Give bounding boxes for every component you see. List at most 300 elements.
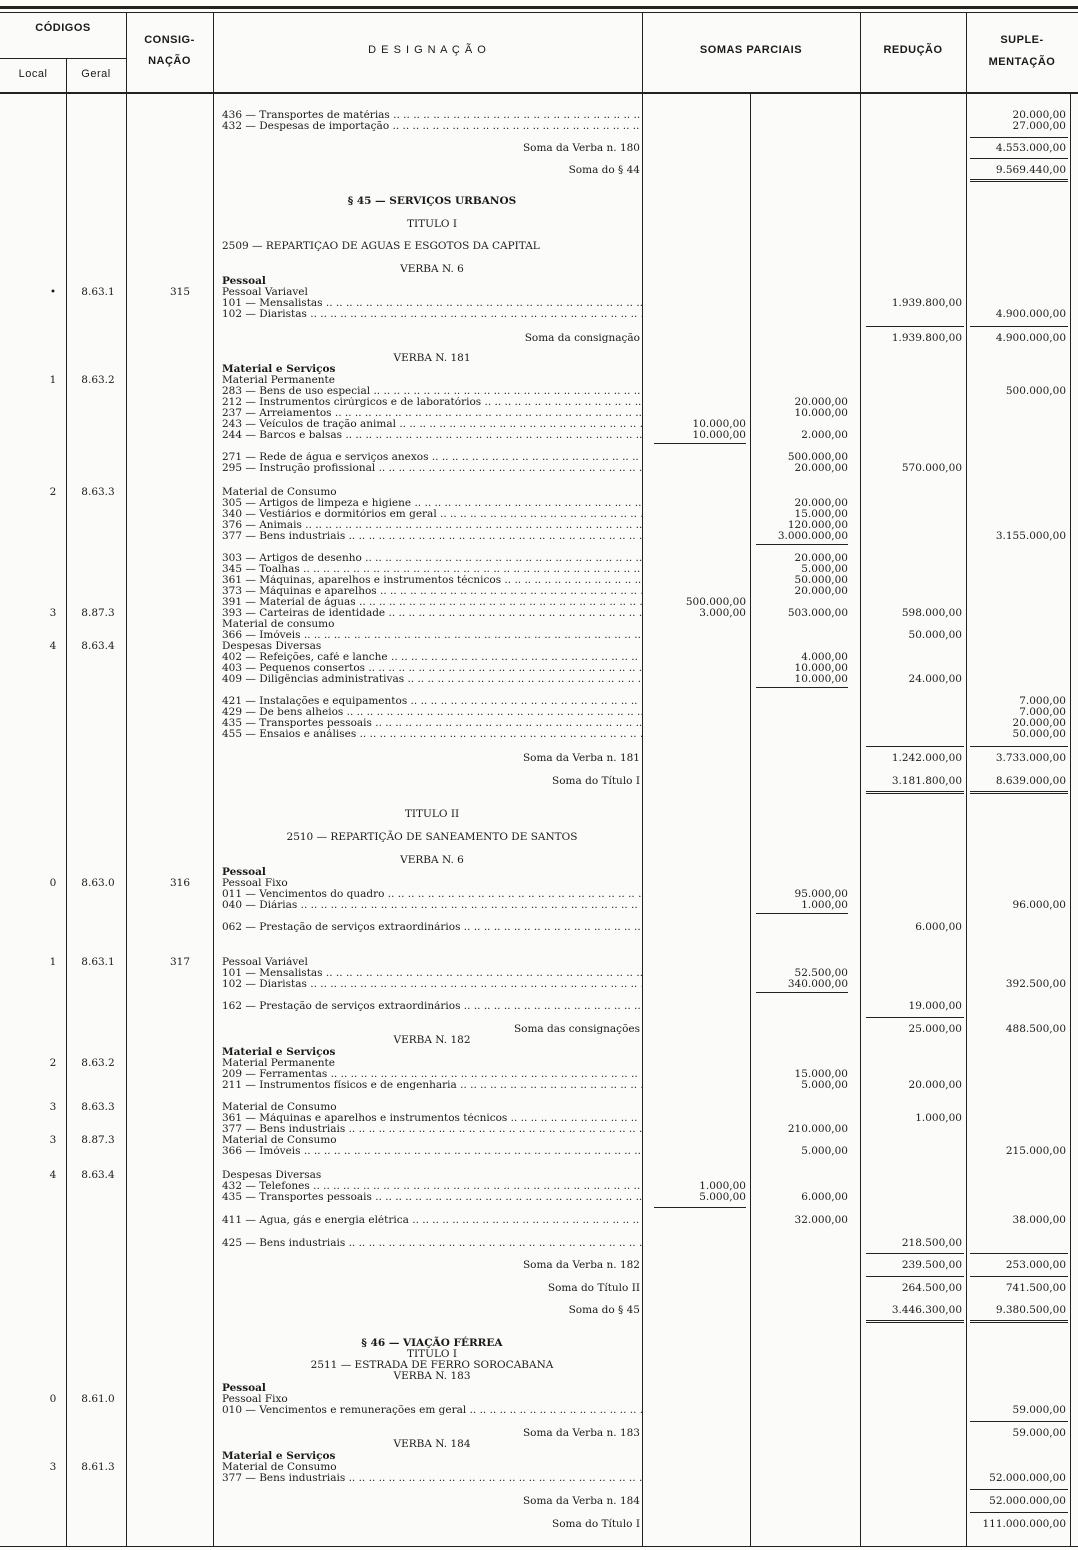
- reducao-value: 50.000,00: [908, 629, 962, 641]
- code-local: 1: [49, 956, 57, 968]
- row-designation: 102 — Diaristas .. ..: [222, 309, 642, 320]
- table-row: [0, 1428, 1078, 1439]
- partial-sum-b: 120.000,00: [787, 519, 848, 531]
- row-designation: 436 — Transportes de matérias .. ..: [222, 110, 642, 121]
- sum-double-underline: [866, 791, 964, 794]
- row-designation: Pessoal Fixo: [222, 1394, 288, 1405]
- sum-underline: [866, 1253, 964, 1254]
- table-row: [0, 776, 1078, 787]
- partial-underline: [756, 687, 848, 688]
- partial-sum-b: 5.000,00: [801, 1079, 848, 1091]
- table-row: [0, 1124, 1078, 1135]
- suplementacao-value: 111.000.000,00: [982, 1518, 1066, 1530]
- row-designation: Despesas Diversas: [222, 641, 322, 652]
- header-designacao: D E S I G N A Ç Ã O: [368, 44, 487, 56]
- partial-sum-b: 340.000,00: [787, 978, 848, 990]
- table-row: [0, 219, 1078, 230]
- header-suplementacao-1: SUPLE-: [1000, 34, 1044, 46]
- row-designation: TITULO I: [406, 1348, 458, 1360]
- row-designation: 209 — Ferramentas .. ..: [222, 1069, 642, 1080]
- table-row: [0, 1024, 1078, 1035]
- codigos-divider: [0, 58, 126, 59]
- suplementacao-value: 9.569.440,00: [995, 164, 1066, 176]
- table-row: [0, 333, 1078, 344]
- table-row: [0, 1383, 1078, 1394]
- row-designation: VERBA N. 183: [393, 1370, 471, 1382]
- row-designation: 162 — Prestação de serviços extraordinários .. ..: [222, 1001, 642, 1012]
- code-geral: 8.63.1: [81, 286, 115, 298]
- code-geral: 8.87.3: [81, 1134, 115, 1146]
- row-designation: VERBA N. 6: [400, 854, 464, 866]
- table-row: [0, 1146, 1078, 1157]
- table-row: [0, 900, 1078, 911]
- sum-double-underline: [970, 1320, 1068, 1323]
- partial-sum-a: 5.000,00: [699, 1191, 746, 1203]
- partial-sum-a: 10.000,00: [692, 418, 746, 430]
- partial-sum-b: 1.000,00: [801, 899, 848, 911]
- row-designation: 237 — Arreiamentos .. ..: [222, 408, 642, 419]
- suplementacao-value: 4.900.000,00: [995, 332, 1066, 344]
- partial-sum-b: 20.000,00: [794, 585, 848, 597]
- code-geral: 8.63.2: [81, 1057, 115, 1069]
- sum-underline: [970, 1489, 1068, 1490]
- table-row: [0, 809, 1078, 820]
- code-local: 3: [49, 1461, 57, 1473]
- row-designation: 435 — Transportes pessoais .. ..: [222, 1192, 642, 1203]
- table-row: [0, 630, 1078, 641]
- code-geral: 8.87.3: [81, 607, 115, 619]
- row-designation: 435 — Transportes pessoais .. ..: [222, 718, 642, 729]
- table-row: [0, 463, 1078, 474]
- table-row: [0, 386, 1078, 397]
- table-row: [0, 1170, 1078, 1181]
- reducao-value: 218.500,00: [901, 1237, 962, 1249]
- consignacao-code: 317: [169, 956, 191, 968]
- row-designation: 425 — Bens industriais .. ..: [222, 1238, 642, 1249]
- row-designation: 403 — Pequenos consertos .. ..: [222, 663, 642, 674]
- partial-sum-b: 500.000,00: [787, 451, 848, 463]
- table-row: [0, 1451, 1078, 1462]
- partial-underline: [654, 1207, 746, 1208]
- table-row: [0, 1001, 1078, 1012]
- header-bottom-border: [0, 92, 1078, 94]
- suplementacao-value: 488.500,00: [1005, 1023, 1066, 1035]
- header-consignacao-1: CONSIG-: [144, 34, 195, 46]
- row-designation: 040 — Diárias .. ..: [222, 900, 642, 911]
- reducao-value: 3.181.800,00: [891, 775, 962, 787]
- table-row: [0, 968, 1078, 979]
- table-row: [0, 1047, 1078, 1058]
- code-local: 2: [49, 1057, 57, 1069]
- row-designation: 377 — Bens industriais .. ..: [222, 1124, 642, 1135]
- row-designation: 244 — Barcos e balsas .. ..: [222, 430, 642, 441]
- row-designation: Soma da Verba n. 180: [522, 142, 640, 154]
- table-row: [0, 1371, 1078, 1382]
- reducao-value: 1.939.800,00: [891, 332, 962, 344]
- table-row: [0, 1360, 1078, 1371]
- reducao-value: 3.446.300,00: [891, 1304, 962, 1316]
- table-row: [0, 575, 1078, 586]
- table-row: [0, 1405, 1078, 1416]
- row-designation: Material e Serviços: [222, 1451, 336, 1462]
- sum-underline: [970, 158, 1068, 159]
- row-designation: 391 — Material de águas .. ..: [222, 597, 642, 608]
- suplementacao-value: 20.000,00: [1012, 109, 1066, 121]
- row-designation: VERBA N. 182: [393, 1034, 471, 1046]
- row-designation: Pessoal Variável: [222, 957, 308, 968]
- table-row: [0, 855, 1078, 866]
- row-designation: Pessoal: [222, 867, 266, 878]
- suplementacao-value: 7.000,00: [1019, 695, 1066, 707]
- table-row: [0, 487, 1078, 498]
- partial-sum-b: 2.000,00: [801, 429, 848, 441]
- reducao-value: 264.500,00: [901, 1282, 962, 1294]
- row-designation: 283 — Bens de uso especial .. ..: [222, 386, 642, 397]
- sum-underline: [970, 1421, 1068, 1422]
- header-local: Local: [18, 68, 48, 80]
- row-designation: Soma do § 44: [568, 164, 640, 176]
- reducao-value: 25.000,00: [908, 1023, 962, 1035]
- table-row: [0, 121, 1078, 132]
- reducao-value: 239.500,00: [901, 1259, 962, 1271]
- table-row: [0, 165, 1078, 176]
- reducao-value: 598.000,00: [901, 607, 962, 619]
- row-designation: 062 — Prestação de serviços extraordinários .. ..: [222, 922, 642, 933]
- consignacao-code: 316: [169, 877, 191, 889]
- table-row: [0, 652, 1078, 663]
- partial-sum-b: 6.000,00: [801, 1191, 848, 1203]
- table-row: [0, 1394, 1078, 1405]
- row-designation: 101 — Mensalistas .. ..: [222, 298, 642, 309]
- table-row: [0, 1238, 1078, 1249]
- code-geral: 8.61.3: [81, 1461, 115, 1473]
- row-designation: Soma do Título I: [552, 775, 640, 787]
- table-row: [0, 641, 1078, 652]
- table-row: [0, 586, 1078, 597]
- row-designation: Material e Serviços: [222, 364, 336, 375]
- partial-sum-a: 10.000,00: [692, 429, 746, 441]
- row-designation: 305 — Artigos de limpeza e higiene .. ..: [222, 498, 642, 509]
- code-local: 3: [49, 607, 57, 619]
- partial-sum-a: 500.000,00: [685, 596, 746, 608]
- row-designation: 376 — Animais .. ..: [222, 520, 642, 531]
- partial-sum-b: 210.000,00: [787, 1123, 848, 1135]
- row-designation: 243 — Veículos de tração animal .. ..: [222, 419, 642, 430]
- sum-underline: [970, 1512, 1068, 1513]
- partial-underline: [654, 443, 746, 444]
- row-designation: VERBA N. 6: [400, 263, 464, 275]
- table-row: [0, 375, 1078, 386]
- consignacao-code: 315: [169, 286, 191, 298]
- row-designation: VERBA N. 181: [393, 352, 471, 364]
- row-designation: 361 — Máquinas e aparelhos e instrumentos técnicos .. ..: [222, 1113, 642, 1124]
- suplementacao-value: 8.639.000,00: [995, 775, 1066, 787]
- partial-sum-b: 20.000,00: [794, 396, 848, 408]
- row-designation: 429 — De bens alheios .. ..: [222, 707, 642, 718]
- table-row: [0, 753, 1078, 764]
- row-designation: 366 — Imóveis .. ..: [222, 1146, 642, 1157]
- row-designation: Material de Consumo: [222, 1135, 337, 1146]
- table-row: [0, 608, 1078, 619]
- row-designation: Material de consumo: [222, 619, 335, 630]
- sum-underline: [970, 1253, 1068, 1254]
- code-geral: 8.61.0: [81, 1393, 115, 1405]
- table-row: [0, 1260, 1078, 1271]
- suplementacao-value: 7.000,00: [1019, 706, 1066, 718]
- header-reducao: REDUÇÃO: [883, 44, 943, 56]
- suplementacao-value: 59.000,00: [1012, 1404, 1066, 1416]
- header-consignacao-2: NAÇÃO: [148, 55, 191, 67]
- suplementacao-value: 20.000,00: [1012, 717, 1066, 729]
- row-designation: Soma da Verba n. 182: [522, 1259, 640, 1271]
- suplementacao-value: 52.000.000,00: [989, 1472, 1066, 1484]
- row-designation: 432 — Despesas de importação .. ..: [222, 121, 642, 132]
- partial-sum-b: 10.000,00: [794, 662, 848, 674]
- sum-double-underline: [970, 791, 1068, 794]
- row-designation: 366 — Imóveis .. ..: [222, 630, 642, 641]
- table-row: [0, 1473, 1078, 1484]
- table-row: [0, 276, 1078, 287]
- table-row: [0, 1519, 1078, 1530]
- code-geral: 8.63.4: [81, 1169, 115, 1181]
- row-designation: 373 — Máquinas e aparelhos .. ..: [222, 586, 642, 597]
- row-designation: Soma do Título I: [552, 1518, 640, 1530]
- table-row: [0, 878, 1078, 889]
- table-row: [0, 309, 1078, 320]
- partial-sum-b: 15.000,00: [794, 1068, 848, 1080]
- row-designation: Pessoal: [222, 1383, 266, 1394]
- header-codigos: CÓDIGOS: [35, 22, 91, 34]
- table-row: [0, 509, 1078, 520]
- row-designation: 402 — Refeições, café e lanche .. ..: [222, 652, 642, 663]
- suplementacao-value: 4.553.000,00: [995, 142, 1066, 154]
- table-row: [0, 110, 1078, 121]
- partial-sum-b: 10.000,00: [794, 673, 848, 685]
- row-designation: 345 — Toalhas .. ..: [222, 564, 642, 575]
- table-row: [0, 1439, 1078, 1450]
- partial-sum-b: 20.000,00: [794, 552, 848, 564]
- table-row: [0, 1496, 1078, 1507]
- header-suplementacao-2: MENTAÇÃO: [988, 56, 1056, 68]
- table-row: [0, 531, 1078, 542]
- table-row: [0, 957, 1078, 968]
- reducao-value: 24.000,00: [908, 673, 962, 685]
- row-designation: 303 — Artigos de desenho .. ..: [222, 553, 642, 564]
- partial-sum-b: 20.000,00: [794, 497, 848, 509]
- header-geral: Geral: [81, 68, 111, 80]
- suplementacao-value: 59.000,00: [1012, 1427, 1066, 1439]
- row-designation: 271 — Rede de água e serviços anexos .. ..: [222, 452, 642, 463]
- row-designation: Soma do § 45: [568, 1304, 640, 1316]
- table-row: [0, 520, 1078, 531]
- code-local: 0: [49, 1393, 57, 1405]
- table-row: [0, 707, 1078, 718]
- table-row: [0, 979, 1078, 990]
- row-designation: 101 — Mensalistas .. ..: [222, 968, 642, 979]
- sum-underline: [970, 326, 1068, 327]
- table-row: [0, 353, 1078, 364]
- row-designation: 377 — Bens industriais .. ..: [222, 531, 642, 542]
- partial-sum-b: 32.000,00: [794, 1214, 848, 1226]
- sum-double-underline: [970, 179, 1068, 182]
- sum-underline: [866, 326, 964, 327]
- row-designation: VERBA N. 184: [393, 1438, 471, 1450]
- table-row: [0, 832, 1078, 843]
- row-designation: 102 — Diaristas .. ..: [222, 979, 642, 990]
- partial-sum-a: 1.000,00: [699, 1180, 746, 1192]
- sum-underline: [970, 1276, 1068, 1277]
- partial-underline: [756, 544, 848, 545]
- row-designation: Pessoal Fixo: [222, 878, 288, 889]
- row-designation: Material Permanente: [222, 375, 335, 386]
- table-row: [0, 1283, 1078, 1294]
- reducao-value: 1.000,00: [915, 1112, 962, 1124]
- row-designation: 432 — Telefones .. ..: [222, 1181, 642, 1192]
- reducao-value: 6.000,00: [915, 921, 962, 933]
- table-row: [0, 264, 1078, 275]
- sum-underline: [866, 1017, 964, 1018]
- row-designation: Soma da Verba n. 183: [522, 1427, 640, 1439]
- row-designation: 295 — Instrução profissional .. ..: [222, 463, 642, 474]
- row-designation: Soma da consignação: [524, 332, 640, 344]
- table-row: [0, 718, 1078, 729]
- partial-sum-b: 52.500,00: [794, 967, 848, 979]
- row-designation: 409 — Diligências administrativas .. ..: [222, 674, 642, 685]
- partial-sum-b: 95.000,00: [794, 888, 848, 900]
- row-designation: Soma da Verba n. 184: [522, 1495, 640, 1507]
- sum-underline: [970, 746, 1068, 747]
- suplementacao-value: 4.900.000,00: [995, 308, 1066, 320]
- row-designation: 011 — Vencimentos do quadro .. ..: [222, 889, 642, 900]
- table-row: [0, 674, 1078, 685]
- table-row: [0, 196, 1078, 207]
- top-border-inner: [0, 12, 1078, 13]
- row-designation: Soma do Título II: [547, 1282, 640, 1294]
- row-designation: 212 — Instrumentos cirúrgicos e de laboratórios .. ..: [222, 397, 642, 408]
- row-designation: 010 — Vencimentos e remunerações em geral .. ..: [222, 1405, 642, 1416]
- partial-sum-b: 20.000,00: [794, 462, 848, 474]
- row-designation: Soma da Verba n. 181: [522, 752, 640, 764]
- table-row: [0, 364, 1078, 375]
- partial-underline: [756, 992, 848, 993]
- top-border: [0, 6, 1078, 9]
- row-designation: Despesas Diversas: [222, 1170, 322, 1181]
- suplementacao-value: 741.500,00: [1005, 1282, 1066, 1294]
- table-row: [0, 1181, 1078, 1192]
- partial-sum-b: 15.000,00: [794, 508, 848, 520]
- code-local: •: [49, 286, 57, 298]
- row-designation: 2509 — REPARTIÇÃO DE ÁGUAS E ESGOTOS DA CAPITAL: [222, 241, 540, 252]
- suplementacao-value: 3.733.000,00: [995, 752, 1066, 764]
- table-row: [0, 1035, 1078, 1046]
- suplementacao-value: 96.000,00: [1012, 899, 1066, 911]
- table-row: [0, 1192, 1078, 1203]
- table-row: [0, 397, 1078, 408]
- sum-underline: [866, 1276, 964, 1277]
- code-local: 1: [49, 374, 57, 386]
- row-designation: 455 — Ensaios e análises .. ..: [222, 729, 642, 740]
- reducao-value: 570.000,00: [901, 462, 962, 474]
- partial-sum-b: 3.000.000,00: [777, 530, 848, 542]
- row-designation: 2511 — ESTRADA DE FERRO SOROCABANA: [310, 1359, 554, 1371]
- table-row: [0, 1135, 1078, 1146]
- row-designation: Pessoal: [222, 276, 266, 287]
- partial-sum-b: 10.000,00: [794, 407, 848, 419]
- row-designation: 340 — Vestiários e dormitórios em geral .. ..: [222, 509, 642, 520]
- suplementacao-value: 500.000,00: [1005, 385, 1066, 397]
- partial-underline: [756, 913, 848, 914]
- sum-underline: [970, 137, 1068, 138]
- code-geral: 8.63.3: [81, 486, 115, 498]
- table-row: [0, 1215, 1078, 1226]
- row-designation: Soma das consignações: [513, 1023, 640, 1035]
- row-designation: 421 — Instalações e equipamentos .. ..: [222, 696, 642, 707]
- partial-sum-b: 4.000,00: [801, 651, 848, 663]
- suplementacao-value: 392.500,00: [1005, 978, 1066, 990]
- partial-sum-b: 50.000,00: [794, 574, 848, 586]
- code-local: 3: [49, 1134, 57, 1146]
- code-local: 2: [49, 486, 57, 498]
- suplementacao-value: 215.000,00: [1005, 1145, 1066, 1157]
- suplementacao-value: 3.155.000,00: [995, 530, 1066, 542]
- table-row: [0, 1305, 1078, 1316]
- table-row: [0, 1113, 1078, 1124]
- table-row: [0, 1338, 1078, 1349]
- code-local: 4: [49, 1169, 57, 1181]
- table-row: [0, 564, 1078, 575]
- row-designation: TITULO II: [404, 808, 460, 820]
- row-designation: Material de Consumo: [222, 1102, 337, 1113]
- reducao-value: 19.000,00: [908, 1000, 962, 1012]
- bottom-border: [0, 1546, 1078, 1547]
- row-designation: Material de Consumo: [222, 1462, 337, 1473]
- code-geral: 8.63.0: [81, 877, 115, 889]
- suplementacao-value: 253.000,00: [1005, 1259, 1066, 1271]
- code-geral: 8.63.3: [81, 1101, 115, 1113]
- row-designation: 377 — Bens industriais .. ..: [222, 1473, 642, 1484]
- reducao-value: 20.000,00: [908, 1079, 962, 1091]
- table-row: [0, 1462, 1078, 1473]
- suplementacao-value: 38.000,00: [1012, 1214, 1066, 1226]
- table-row: [0, 298, 1078, 309]
- table-row: [0, 419, 1078, 430]
- row-designation: Material Permanente: [222, 1058, 335, 1069]
- sum-underline: [866, 746, 964, 747]
- row-designation: Pessoal Variavel: [222, 287, 308, 298]
- table-row: [0, 408, 1078, 419]
- partial-sum-b: 5.000,00: [801, 563, 848, 575]
- row-designation: 411 — Agua, gás e energia elétrica .. ..: [222, 1215, 642, 1226]
- row-designation: 211 — Instrumentos físicos e de engenharia .. ..: [222, 1080, 642, 1091]
- row-designation: TITULO I: [406, 218, 458, 230]
- reducao-value: 1.242.000,00: [891, 752, 962, 764]
- header-divider: [966, 12, 967, 92]
- table-row: [0, 241, 1078, 252]
- table-row: [0, 889, 1078, 900]
- partial-sum-b: 5.000,00: [801, 1145, 848, 1157]
- code-geral: 8.63.4: [81, 640, 115, 652]
- row-designation: Material e Serviços: [222, 1047, 336, 1058]
- table-row: [0, 553, 1078, 564]
- partial-sum-b: 503.000,00: [787, 607, 848, 619]
- suplementacao-value: 9.380.500,00: [995, 1304, 1066, 1316]
- code-geral: 8.63.1: [81, 956, 115, 968]
- table-row: [0, 498, 1078, 509]
- table-row: [0, 729, 1078, 740]
- row-designation: 361 — Máquinas, aparelhos e instrumentos técnicos .. ..: [222, 575, 642, 586]
- code-local: 0: [49, 877, 57, 889]
- reducao-value: 1.939.800,00: [891, 297, 962, 309]
